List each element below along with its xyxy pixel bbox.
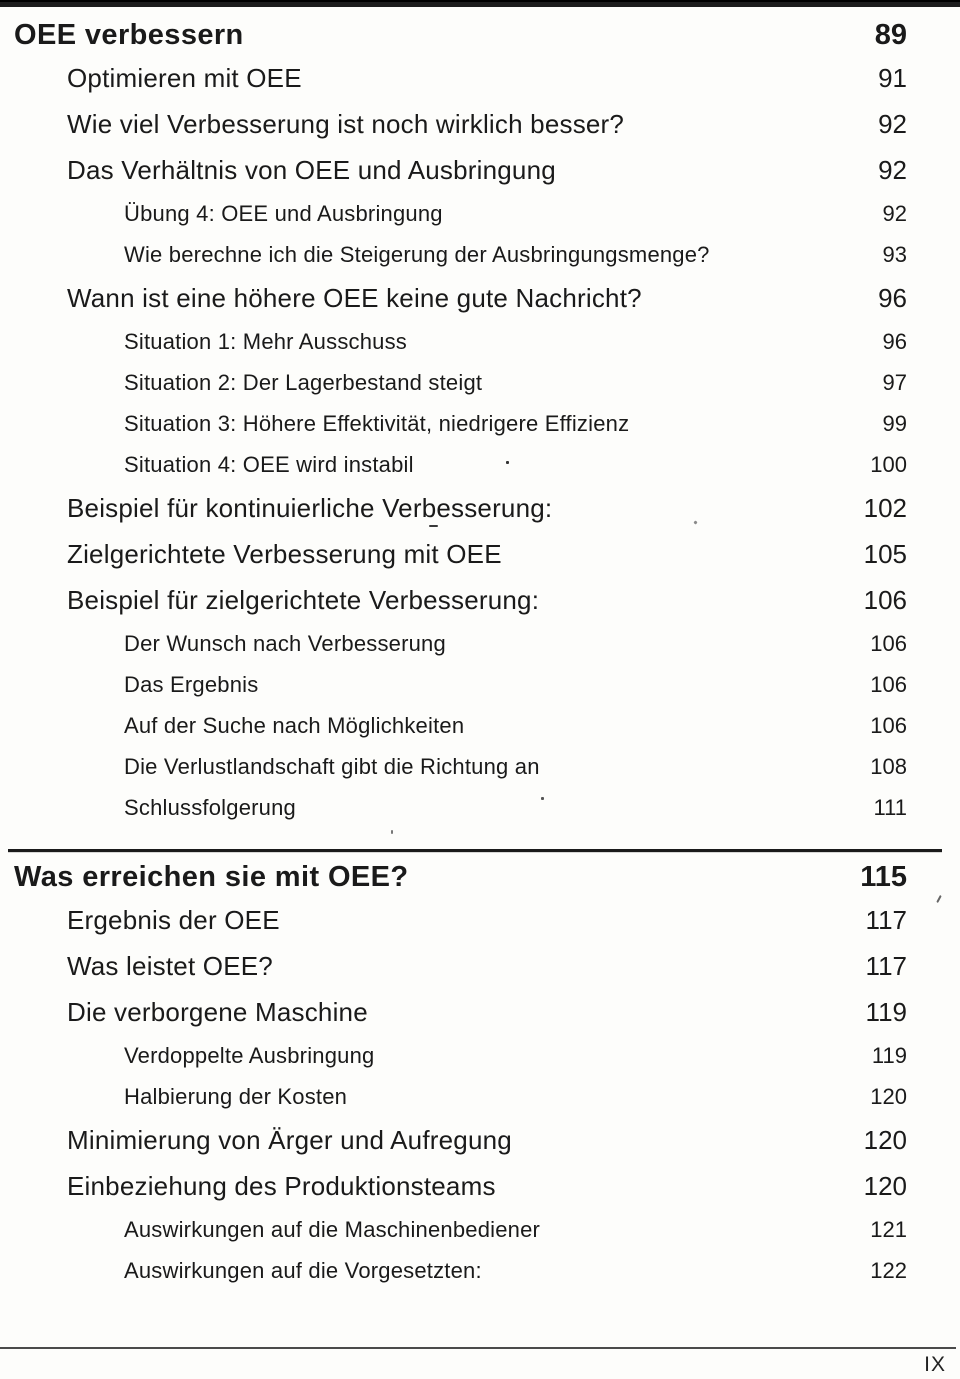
toc-entry-row [0, 632, 960, 673]
toc-entry-row [0, 952, 960, 998]
scan-artifact-dash [429, 525, 438, 527]
toc-entry-row-label: Situation 4: OEE wird instabil [124, 452, 414, 477]
toc-entry-row-label: Wie viel Verbesserung ist noch wirklich besser? [67, 109, 625, 139]
toc-entry-row-label: Situation 1: Mehr Ausschuss [124, 329, 407, 354]
toc-entry-row [0, 494, 960, 540]
toc-entry-row [0, 371, 960, 412]
toc-entry-row [0, 998, 960, 1044]
toc-entry-row-label: Verdoppelte Ausbringung [124, 1043, 375, 1068]
toc-entry-row-label: Auf der Suche nach Möglichkeiten [124, 713, 465, 738]
toc-entry-row-label: Halbierung der Kosten [124, 1084, 348, 1109]
toc-entry-row-page-number: 106 [870, 672, 907, 697]
toc-entry-row-page-number: 106 [870, 631, 907, 656]
toc-entry-row-page-number: 91 [878, 63, 907, 93]
toc-entry-row-label: Wann ist eine höhere OEE keine gute Nachricht? [67, 283, 642, 313]
toc-entry-row-label: Auswirkungen auf die Maschinenbediener [124, 1217, 541, 1242]
toc-entry-row-page-number: 96 [882, 329, 907, 354]
toc-entry-row-page-number: 92 [878, 155, 907, 185]
toc-entry-row-label: Beispiel für kontinuierliche Verbesserung: [67, 493, 553, 523]
table-of-contents [0, 7, 960, 1300]
toc-entry-row-page-number: 93 [882, 242, 907, 267]
toc-entry-row [0, 1259, 960, 1300]
toc-entry-row [0, 64, 960, 110]
toc-entry-row-page-number: 105 [863, 539, 907, 569]
section-divider-rule [8, 849, 942, 852]
toc-entry-row-label: Das Verhältnis von OEE und Ausbringung [67, 155, 556, 185]
toc-entry-row-page-number: 96 [878, 283, 907, 313]
toc-entry-row-page-number: 106 [870, 713, 907, 738]
toc-entry-row-label: Situation 3: Höhere Effektivität, niedrigere Effizienz [124, 411, 630, 436]
toc-entry-row [0, 202, 960, 243]
toc-entry-row-label: Minimierung von Ärger und Aufregung [67, 1125, 512, 1155]
toc-entry-row-label: Ergebnis der OEE [67, 905, 280, 935]
toc-chapter-row-label: OEE verbessern [14, 19, 244, 51]
scan-artifact-dot [541, 797, 544, 800]
top-rule [0, 0, 960, 7]
folio-page-number: IX [924, 1353, 946, 1376]
toc-entry-row [0, 586, 960, 632]
toc-entry-row [0, 1044, 960, 1085]
toc-chapter-row-label: Was erreichen sie mit OEE? [14, 861, 409, 893]
toc-entry-row-label: Schlussfolgerung [124, 795, 296, 820]
toc-entry-row [0, 330, 960, 371]
footer-rule [0, 1347, 956, 1349]
toc-entry-row-page-number: 108 [870, 754, 907, 779]
toc-entry-row-label: Das Ergebnis [124, 672, 259, 697]
toc-entry-row-label: Der Wunsch nach Verbesserung [124, 631, 446, 656]
toc-entry-row-page-number: 120 [870, 1084, 907, 1109]
toc-entry-row-label: Die verborgene Maschine [67, 997, 368, 1027]
toc-entry-row [0, 156, 960, 202]
toc-entry-row-label: Beispiel für zielgerichtete Verbesserung: [67, 585, 540, 615]
toc-chapter-row-page-number: 115 [860, 861, 907, 893]
toc-entry-row-page-number: 97 [882, 370, 907, 395]
toc-entry-row-label: Auswirkungen auf die Vorgesetzten: [124, 1258, 482, 1283]
toc-entry-row [0, 714, 960, 755]
toc-entry-row [0, 540, 960, 586]
toc-entry-row-label: Optimieren mit OEE [67, 63, 302, 93]
toc-chapter-row-page-number: 89 [874, 19, 907, 51]
toc-entry-row-label: Einbeziehung des Produktionsteams [67, 1171, 496, 1201]
toc-entry-row-page-number: 99 [882, 411, 907, 436]
toc-entry-row [0, 755, 960, 796]
toc-entry-row [0, 284, 960, 330]
toc-entry-row-page-number: 102 [863, 493, 907, 523]
toc-entry-row [0, 453, 960, 494]
toc-entry-row [0, 110, 960, 156]
toc-entry-row-page-number: 92 [878, 109, 907, 139]
toc-entry-row-label: Die Verlustlandschaft gibt die Richtung an [124, 754, 540, 779]
toc-chapter-row [0, 861, 960, 906]
toc-entry-row [0, 906, 960, 952]
scan-artifact-speck [391, 830, 393, 834]
toc-entry-row-page-number: 120 [863, 1125, 907, 1155]
toc-entry-row [0, 673, 960, 714]
toc-entry-row [0, 243, 960, 284]
toc-entry-row [0, 1126, 960, 1172]
toc-entry-row-label: Was leistet OEE? [67, 951, 273, 981]
toc-entry-row-page-number: 119 [865, 997, 907, 1027]
toc-entry-row-page-number: 117 [865, 905, 907, 935]
toc-entry-row-label: Zielgerichtete Verbesserung mit OEE [67, 539, 502, 569]
toc-entry-row-page-number: 121 [870, 1217, 907, 1242]
toc-entry-row-label: Übung 4: OEE und Ausbringung [124, 201, 443, 226]
scan-artifact-dot [506, 461, 509, 464]
toc-entry-row [0, 796, 960, 837]
toc-entry-row [0, 1085, 960, 1126]
toc-entry-row [0, 1172, 960, 1218]
toc-entry-row-label: Wie berechne ich die Steigerung der Ausbringungsmenge? [124, 242, 710, 267]
toc-entry-row-page-number: 122 [870, 1258, 907, 1283]
toc-chapter-row [0, 19, 960, 64]
toc-entry-row-page-number: 111 [873, 795, 907, 820]
toc-entry-row [0, 412, 960, 453]
toc-entry-row-page-number: 100 [870, 452, 907, 477]
toc-entry-row-page-number: 117 [865, 951, 907, 981]
toc-entry-row-page-number: 120 [863, 1171, 907, 1201]
toc-entry-row-label: Situation 2: Der Lagerbestand steigt [124, 370, 483, 395]
toc-entry-row-page-number: 119 [871, 1043, 907, 1068]
toc-entry-row [0, 1218, 960, 1259]
toc-entry-row-page-number: 106 [863, 585, 907, 615]
toc-entry-row-page-number: 92 [882, 201, 907, 226]
